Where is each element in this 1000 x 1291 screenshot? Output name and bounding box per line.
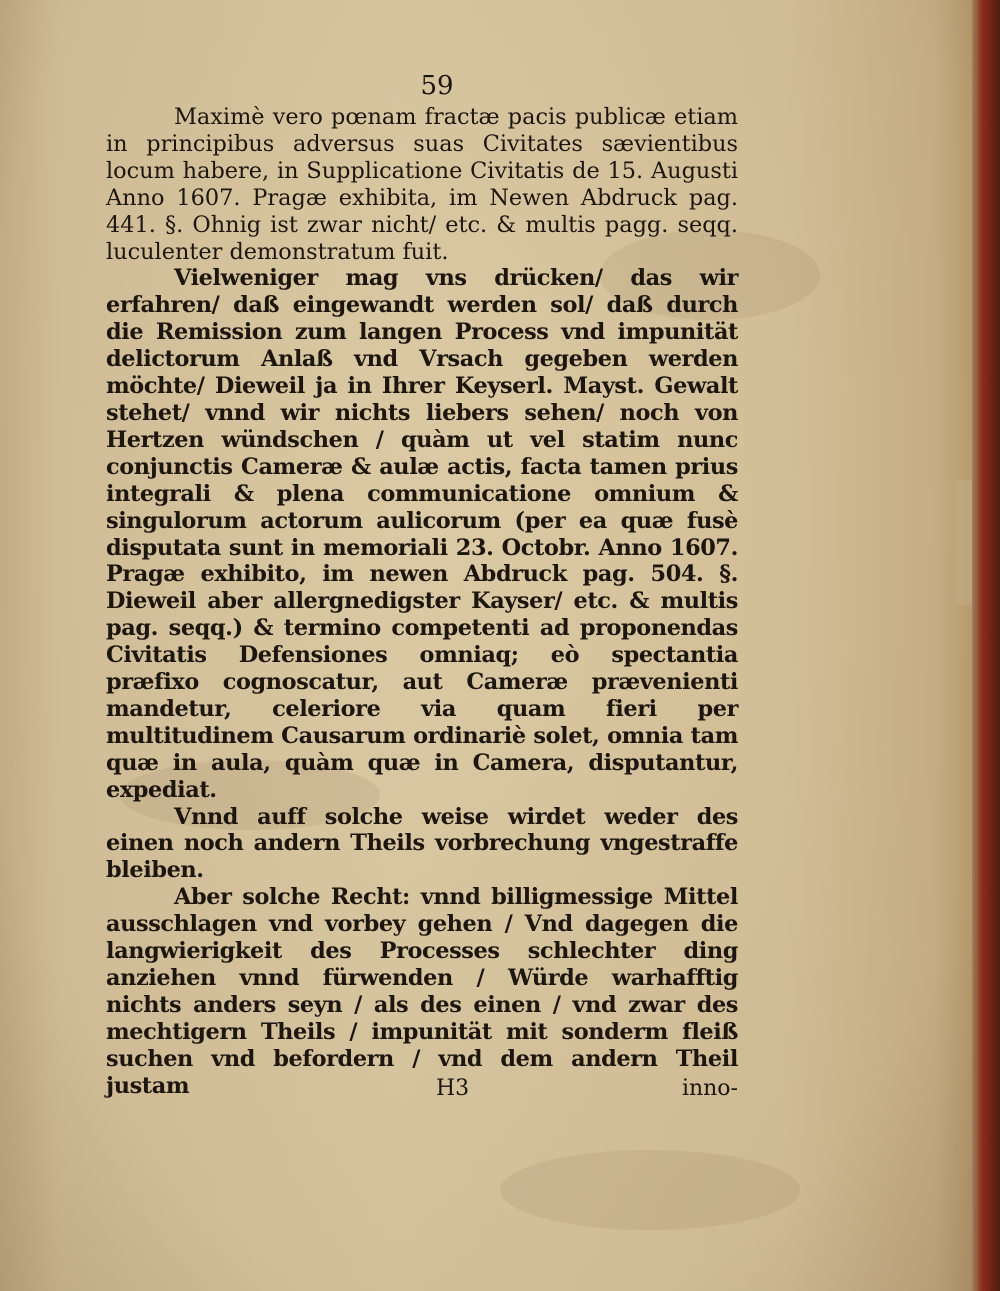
page-footer bbox=[106, 1076, 738, 1106]
paragraph-aber-solche: Aber solche Recht: vnnd billigmessige Mittel ausschlagen vnd vorbey gehen / Vnd dagegen die langwierigkeit des Processes schlechter ding anziehen vnnd fürwenden / Würde warhafftig nichts anders seyn / als des einen / vnd zwar des mechtigern Theils / impunität mit sonderm fleiß suchen vnd befordern / vnd dem andern Theil justam bbox=[106, 884, 738, 1099]
book-edge bbox=[972, 0, 1000, 1291]
paragraph-vnnd-auff: Vnnd auff solche weise wirdet weder des einen noch andern Theils vorbrechung vngestraffe bleiben. bbox=[106, 803, 738, 884]
paper-stain bbox=[500, 1150, 800, 1230]
catchword: inno- bbox=[681, 1076, 738, 1101]
paragraph-latin-intro: Maximè vero pœnam fractæ pacis publicæ etiam in principibus adversus suas Civitates sævientibus locum habere, in Supplicatione Civitatis de 15. Augusti Anno 1607. Pragæ exhibita, im Newen Abdruck pag. 441. §. Ohnig ist zwar nicht/ etc. & multis pagg. seqq. luculenter demonstratum fuit. bbox=[106, 104, 738, 265]
page-text-block bbox=[106, 72, 738, 1100]
page-number: 59 bbox=[420, 71, 454, 101]
signature-mark: H3 bbox=[436, 1076, 470, 1101]
paragraph-vielweniger: Vielweniger mag vns drücken/ das wir erfahren/ daß eingewandt werden sol/ daß durch die Remission zum langen Process vnd impunität delictorum Anlaß vnd Vrsach gegeben werden möchte/ Dieweil ja in Ihrer Keyserl. Mayst. Gewalt stehet/ vnnd wir nichts liebers sehen/ noch von Hertzen wündschen / quàm ut vel statim nunc conjunctis Cameræ & aulæ actis, facta tamen prius integrali & plena communicatione omnium & singulorum actorum aulicorum (per ea quæ fusè disputata sunt in memoriali 23. Octobr. Anno 1607. Pragæ exhibito, im newen Abdruck pag. 504. §. Dieweil aber allergnedigster Kayser/ etc. & multis pag. seqq.) & termino competenti ad proponendas Civitatis Defensiones omniaq; eò spectantia præfixo cognoscatur, aut Cameræ prævenienti mandetur, celeriore via quam fieri per multitudinem Causarum ordinariè solet, omnia tam quæ in aula, quàm quæ in Camera, disputantur, expediat. bbox=[106, 265, 738, 803]
